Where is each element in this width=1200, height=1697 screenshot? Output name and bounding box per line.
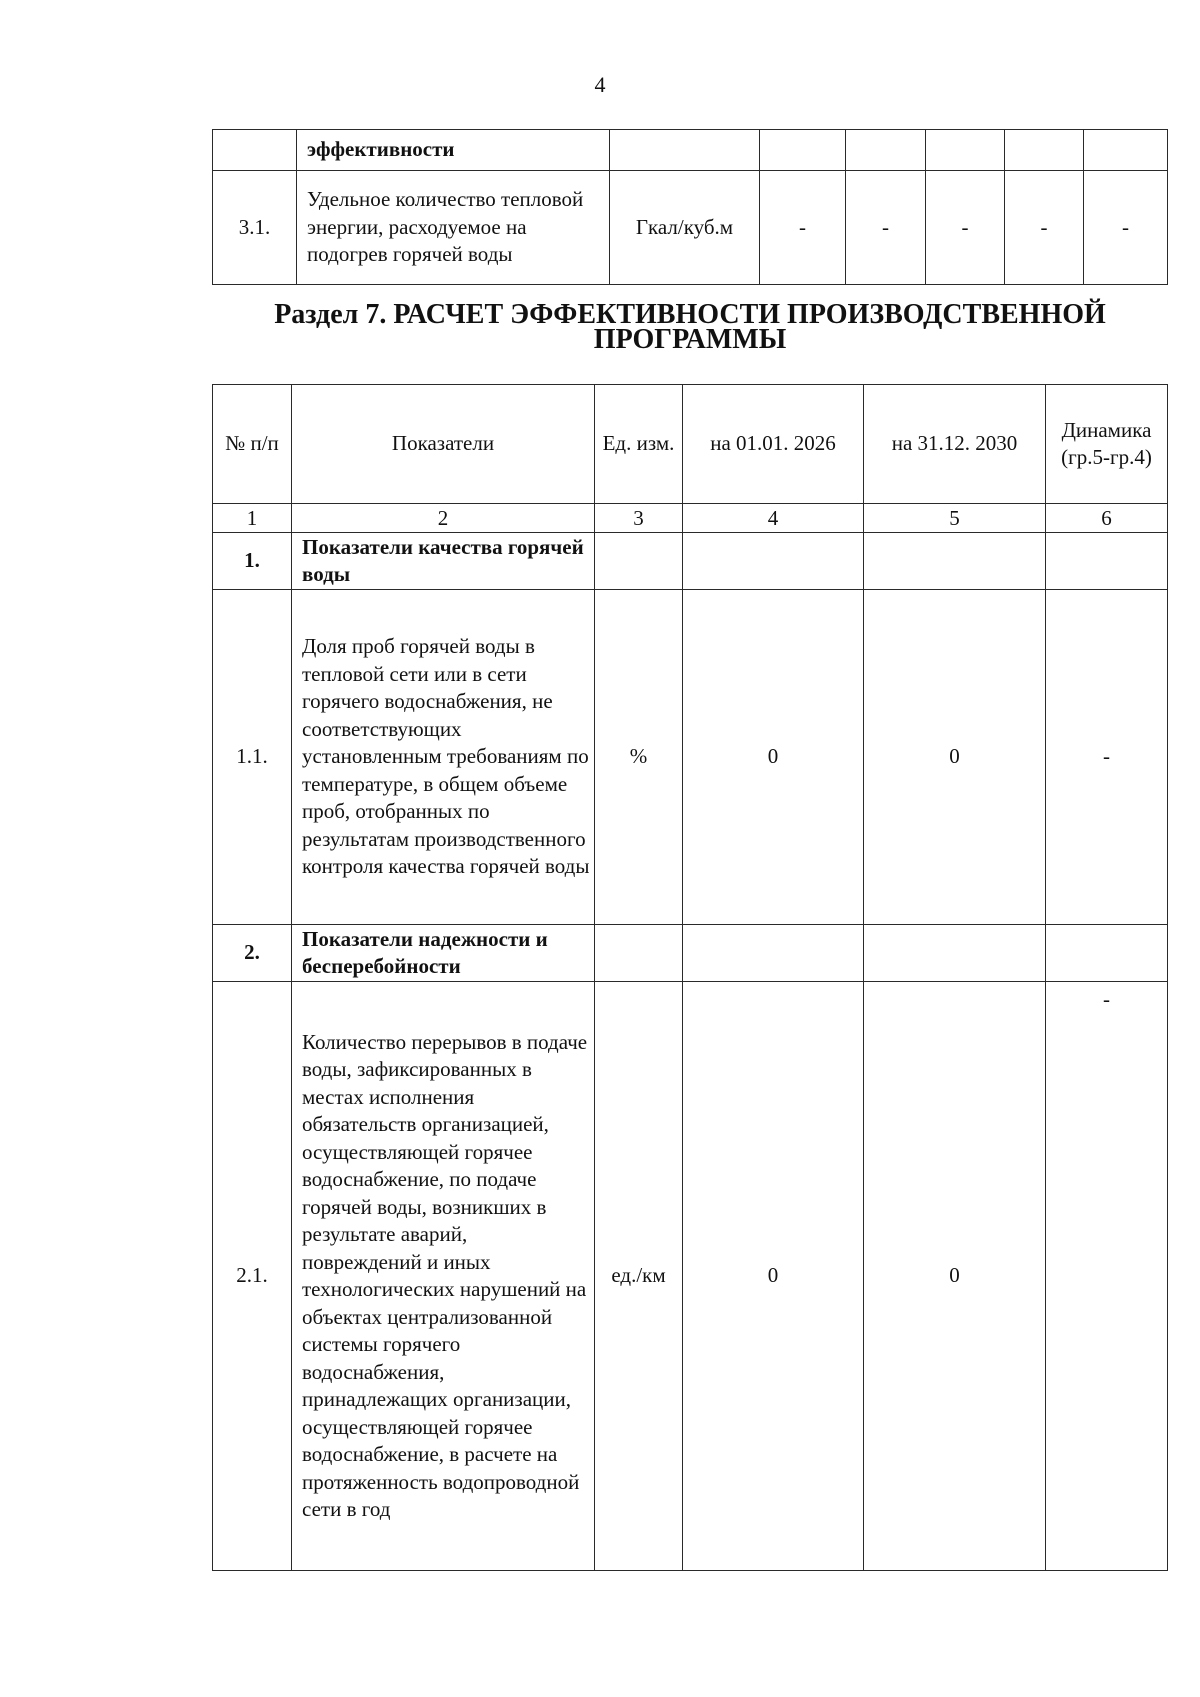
table-row xyxy=(213,171,1168,285)
header-dynamics: Динамика (гр.5-гр.4) xyxy=(1046,385,1168,504)
section-row xyxy=(213,925,1168,982)
efficiency-table xyxy=(212,384,1168,1571)
value-cell: - xyxy=(760,171,846,285)
value-cell: - xyxy=(846,171,926,285)
empty-cell xyxy=(1046,533,1168,590)
end-value-cell: 0 xyxy=(864,982,1046,1571)
section-heading: Показатели надежности и бесперебойности xyxy=(292,925,595,982)
column-number: 4 xyxy=(683,504,864,533)
empty-cell xyxy=(595,925,683,982)
end-value-cell: 0 xyxy=(864,590,1046,925)
row-number-cell xyxy=(213,130,297,171)
column-number: 3 xyxy=(595,504,683,533)
section-number: 2. xyxy=(213,925,292,982)
empty-cell xyxy=(683,925,864,982)
section-row xyxy=(213,533,1168,590)
dynamics-cell: - xyxy=(1046,590,1168,925)
row-number-cell: 3.1. xyxy=(213,171,297,285)
section-number: 1. xyxy=(213,533,292,590)
section-heading: Показатели качества горячей воды xyxy=(292,533,595,590)
header-start-date: на 01.01. 2026 xyxy=(683,385,864,504)
indicator-cell: эффективности xyxy=(297,130,610,171)
start-value-cell: 0 xyxy=(683,590,864,925)
page-number: 4 xyxy=(594,72,606,97)
indicator-cell: Количество перерывов в подаче воды, зафиксированных в местах исполнения обязательств организацией, осуществляющей горячее водоснабжение, по подаче горячей воды, возникших в результате аварий, повреждений и иных технологических нарушений на объектах централизованной системы горячего водоснабжения, принадлежащих организации, осуществляющей горячее водоснабжение, в расчете на протяженность водопроводной сети в год xyxy=(292,982,595,1571)
value-cell: - xyxy=(1005,171,1084,285)
dynamics-value: - xyxy=(1103,987,1110,1011)
value-cell: - xyxy=(926,171,1005,285)
empty-cell xyxy=(760,130,846,171)
unit-cell: ед./км xyxy=(595,982,683,1571)
indicator-cell: Удельное количество тепловой энергии, расходуемое на подогрев горячей воды xyxy=(297,171,610,285)
unit-cell: % xyxy=(595,590,683,925)
table-row xyxy=(213,590,1168,925)
header-indicator: Показатели xyxy=(292,385,595,504)
empty-cell xyxy=(926,130,1005,171)
indicator-cell: Доля проб горячей воды в тепловой сети или в сети горячего водоснабжения, не соответствующих установленным требованиям по температуре, в общем объеме проб, отобранных по результатам производственного контроля качества горячей воды xyxy=(292,590,595,925)
empty-cell xyxy=(1084,130,1168,171)
unit-cell: Гкал/куб.м xyxy=(610,171,760,285)
table-row xyxy=(213,130,1168,171)
header-number: № п/п xyxy=(213,385,292,504)
empty-cell xyxy=(1046,925,1168,982)
row-number-cell: 1.1. xyxy=(213,590,292,925)
row-number-cell: 2.1. xyxy=(213,982,292,1571)
start-value-cell: 0 xyxy=(683,982,864,1571)
header-end-date: на 31.12. 2030 xyxy=(864,385,1046,504)
table-header-row xyxy=(213,385,1168,504)
column-number: 1 xyxy=(213,504,292,533)
section-title: Раздел 7. РАСЧЕТ ЭФФЕКТИВНОСТИ ПРОИЗВОДСТВЕННОЙ ПРОГРАММЫ xyxy=(274,299,1106,355)
header-unit: Ед. изм. xyxy=(595,385,683,504)
empty-cell xyxy=(864,925,1046,982)
empty-cell xyxy=(610,130,760,171)
empty-cell xyxy=(864,533,1046,590)
continuation-table xyxy=(212,129,1168,285)
column-number: 6 xyxy=(1046,504,1168,533)
empty-cell xyxy=(683,533,864,590)
table-row xyxy=(213,982,1168,1571)
column-numbers-row xyxy=(213,504,1168,533)
value-cell: - xyxy=(1084,171,1168,285)
empty-cell xyxy=(1005,130,1084,171)
empty-cell xyxy=(595,533,683,590)
column-number: 2 xyxy=(292,504,595,533)
column-number: 5 xyxy=(864,504,1046,533)
empty-cell xyxy=(846,130,926,171)
dynamics-cell xyxy=(1046,982,1168,1571)
